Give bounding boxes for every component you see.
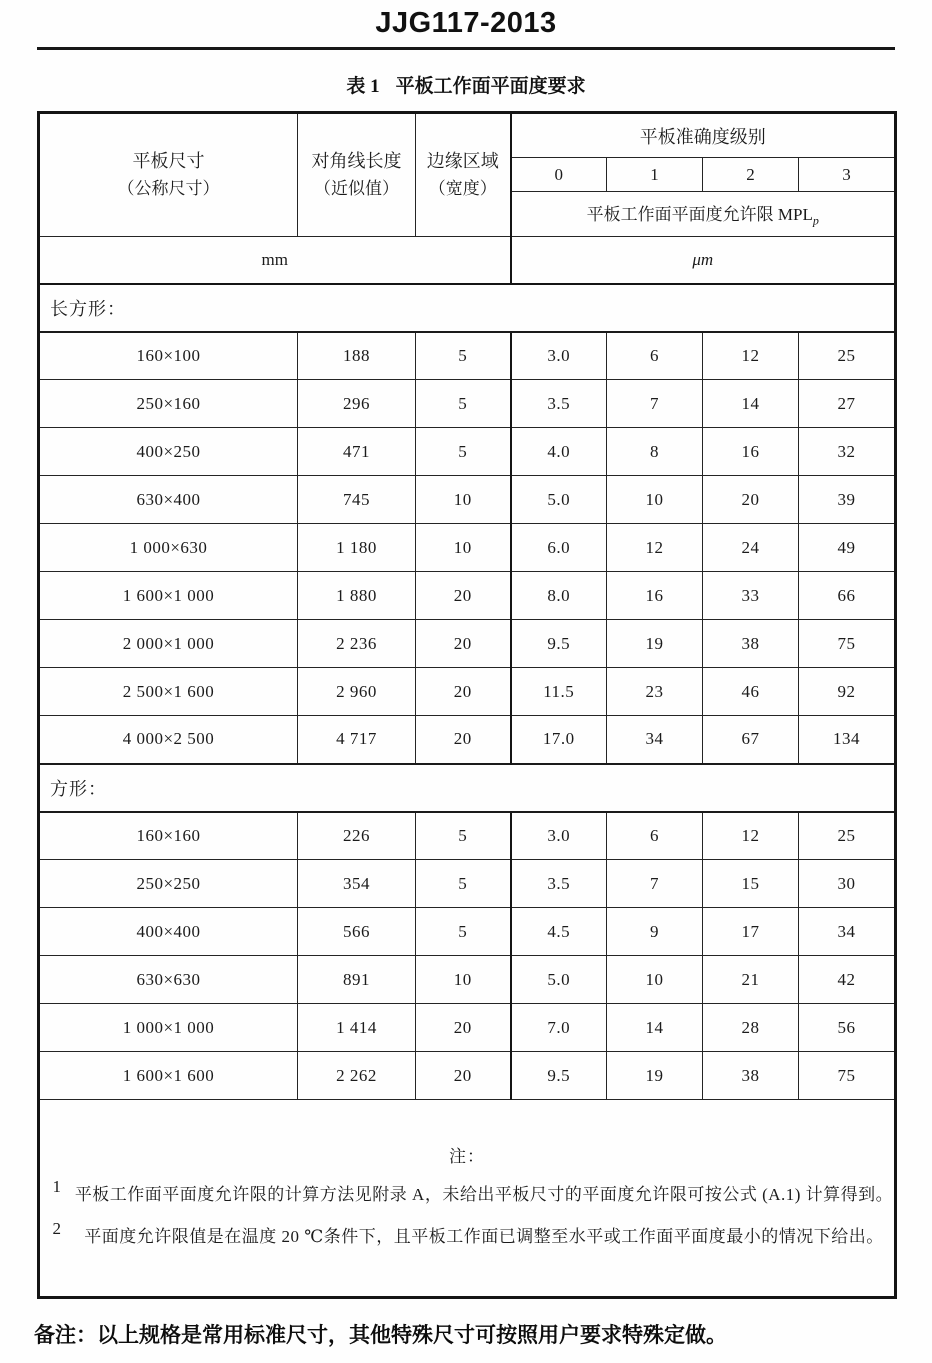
cell-plate-size: 1 600×1 600: [39, 1052, 298, 1100]
cell-mpl-grade-3: 39: [799, 476, 896, 524]
cell-mpl-grade-2: 67: [703, 716, 799, 764]
cell-mpl-grade-1: 7: [607, 380, 703, 428]
cell-mpl-grade-2: 46: [703, 668, 799, 716]
header-plate-size-line2: （公称尺寸）: [117, 178, 220, 198]
cell-mpl-grade-3: 27: [799, 380, 896, 428]
cell-diagonal: 891: [298, 956, 416, 1004]
flatness-spec-table: [37, 111, 897, 1299]
note-1-text: 平板工作面平面度允许限的计算方法见附录 A，未给出平板尺寸的平面度允许限可按公式 (A.1) 计算得到。: [74, 1184, 894, 1204]
table-caption: [0, 71, 932, 98]
cell-diagonal: 354: [298, 860, 416, 908]
cell-mpl-grade-2: 14: [703, 380, 799, 428]
cell-mpl-grade-3: 25: [799, 812, 896, 860]
cell-mpl-grade-3: 56: [799, 1004, 896, 1052]
cell-mpl-grade-0: 9.5: [511, 620, 607, 668]
cell-mpl-grade-2: 16: [703, 428, 799, 476]
cell-plate-size: 630×630: [39, 956, 298, 1004]
header-mpl-limit: [511, 192, 896, 237]
cell-mpl-grade-0: 9.5: [511, 1052, 607, 1100]
notes-row: [39, 1100, 896, 1298]
header-grade-0: 0: [511, 158, 607, 192]
cell-plate-size: 160×160: [39, 812, 298, 860]
cell-diagonal: 566: [298, 908, 416, 956]
doc-number-heading: JJG117-2013: [375, 7, 557, 39]
cell-mpl-grade-2: 15: [703, 860, 799, 908]
table-row: [39, 476, 896, 524]
header-edge-line2: （宽度）: [428, 178, 497, 198]
cell-edge-width: 10: [416, 956, 511, 1004]
cell-diagonal: 2 236: [298, 620, 416, 668]
cell-mpl-grade-3: 49: [799, 524, 896, 572]
cell-edge-width: 5: [416, 812, 511, 860]
cell-plate-size: 2 500×1 600: [39, 668, 298, 716]
cell-mpl-grade-2: 28: [703, 1004, 799, 1052]
cell-mpl-grade-1: 34: [607, 716, 703, 764]
cell-mpl-grade-0: 8.0: [511, 572, 607, 620]
cell-mpl-grade-2: 24: [703, 524, 799, 572]
cell-mpl-grade-3: 25: [799, 332, 896, 380]
table-container: [37, 111, 895, 1299]
table-row: [39, 524, 896, 572]
cell-mpl-grade-0: 7.0: [511, 1004, 607, 1052]
header-plate-size: [39, 113, 298, 237]
cell-plate-size: 400×400: [39, 908, 298, 956]
cell-mpl-grade-1: 6: [607, 812, 703, 860]
header-mpl-label: 平板工作面平面度允许限 MPL: [586, 204, 813, 224]
cell-plate-size: 4 000×2 500: [39, 716, 298, 764]
cell-mpl-grade-2: 38: [703, 620, 799, 668]
table-row: [39, 908, 896, 956]
cell-mpl-grade-0: 5.0: [511, 956, 607, 1004]
cell-plate-size: 250×160: [39, 380, 298, 428]
cell-mpl-grade-1: 6: [607, 332, 703, 380]
cell-diagonal: 226: [298, 812, 416, 860]
header-mpl-subscript: p: [812, 213, 819, 228]
cell-edge-width: 10: [416, 524, 511, 572]
cell-mpl-grade-1: 23: [607, 668, 703, 716]
cell-mpl-grade-1: 14: [607, 1004, 703, 1052]
unit-um: μm: [511, 237, 896, 284]
cell-diagonal: 2 262: [298, 1052, 416, 1100]
cell-diagonal: 2 960: [298, 668, 416, 716]
header-grade-2: 2: [703, 158, 799, 192]
cell-diagonal: 1 880: [298, 572, 416, 620]
cell-diagonal: 4 717: [298, 716, 416, 764]
cell-mpl-grade-1: 16: [607, 572, 703, 620]
cell-diagonal: 1 414: [298, 1004, 416, 1052]
table-row: [39, 1004, 896, 1052]
cell-mpl-grade-1: 7: [607, 860, 703, 908]
section-label: 长方形：: [39, 284, 896, 332]
cell-plate-size: 630×400: [39, 476, 298, 524]
cell-mpl-grade-3: 92: [799, 668, 896, 716]
note-item-1: [40, 1177, 894, 1213]
note-2-number: 2: [52, 1218, 62, 1238]
notes-title: 注：: [449, 1146, 485, 1166]
table-row: [39, 572, 896, 620]
header-edge-line1: 边缘区域: [426, 150, 499, 171]
cell-plate-size: 2 000×1 000: [39, 620, 298, 668]
cell-mpl-grade-2: 12: [703, 812, 799, 860]
table-row: [39, 956, 896, 1004]
table-row: [39, 716, 896, 764]
cell-mpl-grade-0: 3.5: [511, 860, 607, 908]
cell-mpl-grade-1: 10: [607, 956, 703, 1004]
cell-mpl-grade-3: 75: [799, 1052, 896, 1100]
cell-diagonal: 1 180: [298, 524, 416, 572]
table-row: [39, 860, 896, 908]
table-row: [39, 332, 896, 380]
cell-mpl-grade-0: 17.0: [511, 716, 607, 764]
cell-edge-width: 20: [416, 1052, 511, 1100]
cell-plate-size: 1 000×1 000: [39, 1004, 298, 1052]
header-edge-zone: [416, 113, 511, 237]
cell-mpl-grade-2: 21: [703, 956, 799, 1004]
cell-mpl-grade-0: 4.0: [511, 428, 607, 476]
note-1-number: 1: [52, 1176, 62, 1196]
header-diagonal-length: [298, 113, 416, 237]
header-plate-size-line1: 平板尺寸: [132, 150, 205, 171]
cell-mpl-grade-1: 19: [607, 1052, 703, 1100]
cell-mpl-grade-3: 66: [799, 572, 896, 620]
cell-mpl-grade-3: 134: [799, 716, 896, 764]
cell-diagonal: 188: [298, 332, 416, 380]
cell-mpl-grade-2: 12: [703, 332, 799, 380]
note-item-2: [40, 1219, 894, 1255]
header-accuracy-grade-group: 平板准确度级别: [511, 113, 896, 158]
table-body: [39, 284, 896, 1100]
cell-mpl-grade-2: 33: [703, 572, 799, 620]
cell-mpl-grade-0: 4.5: [511, 908, 607, 956]
cell-diagonal: 296: [298, 380, 416, 428]
cell-mpl-grade-2: 17: [703, 908, 799, 956]
table-caption-number: 表 1: [346, 76, 380, 97]
table-row: [39, 668, 896, 716]
cell-edge-width: 5: [416, 908, 511, 956]
cell-edge-width: 20: [416, 572, 511, 620]
table-row: [39, 620, 896, 668]
notes-cell: [39, 1100, 896, 1298]
table-row: [39, 428, 896, 476]
cell-diagonal: 745: [298, 476, 416, 524]
section-label: 方形：: [39, 764, 896, 812]
note-2-text: 平面度允许限值是在温度 20 ℃条件下，且平板工作面已调整至水平或工作面平面度最小的情况下给出。: [84, 1226, 884, 1246]
cell-mpl-grade-0: 3.0: [511, 332, 607, 380]
cell-mpl-grade-3: 34: [799, 908, 896, 956]
table-row: [39, 1052, 896, 1100]
cell-edge-width: 5: [416, 860, 511, 908]
cell-plate-size: 250×250: [39, 860, 298, 908]
table-row: [39, 380, 896, 428]
cell-mpl-grade-1: 9: [607, 908, 703, 956]
footer-remark: 备注：以上规格是常用标准尺寸，其他特殊尺寸可按照用户要求特殊定做。: [34, 1324, 727, 1347]
cell-mpl-grade-3: 75: [799, 620, 896, 668]
cell-mpl-grade-0: 3.5: [511, 380, 607, 428]
header-diagonal-line1: 对角线长度: [311, 150, 402, 171]
cell-mpl-grade-1: 8: [607, 428, 703, 476]
cell-mpl-grade-2: 38: [703, 1052, 799, 1100]
table-row: [39, 812, 896, 860]
cell-mpl-grade-0: 5.0: [511, 476, 607, 524]
cell-mpl-grade-1: 10: [607, 476, 703, 524]
section-row: [39, 764, 896, 812]
cell-edge-width: 20: [416, 668, 511, 716]
cell-edge-width: 20: [416, 620, 511, 668]
cell-diagonal: 471: [298, 428, 416, 476]
cell-edge-width: 5: [416, 428, 511, 476]
cell-mpl-grade-1: 12: [607, 524, 703, 572]
header-diagonal-line2: （近似值）: [314, 178, 399, 198]
cell-mpl-grade-3: 30: [799, 860, 896, 908]
table-caption-title: 平板工作面平面度要求: [395, 76, 586, 97]
cell-mpl-grade-2: 20: [703, 476, 799, 524]
cell-edge-width: 5: [416, 332, 511, 380]
cell-edge-width: 5: [416, 380, 511, 428]
unit-mm: mm: [39, 237, 511, 284]
header-grade-3: 3: [799, 158, 896, 192]
cell-mpl-grade-3: 42: [799, 956, 896, 1004]
cell-plate-size: 160×100: [39, 332, 298, 380]
cell-edge-width: 10: [416, 476, 511, 524]
cell-mpl-grade-0: 11.5: [511, 668, 607, 716]
cell-mpl-grade-3: 32: [799, 428, 896, 476]
cell-plate-size: 1 000×630: [39, 524, 298, 572]
header-grade-1: 1: [607, 158, 703, 192]
cell-edge-width: 20: [416, 716, 511, 764]
cell-mpl-grade-0: 3.0: [511, 812, 607, 860]
cell-mpl-grade-0: 6.0: [511, 524, 607, 572]
header-rule: [37, 47, 895, 50]
cell-plate-size: 400×250: [39, 428, 298, 476]
cell-edge-width: 20: [416, 1004, 511, 1052]
section-row: [39, 284, 896, 332]
cell-mpl-grade-1: 19: [607, 620, 703, 668]
cell-plate-size: 1 600×1 000: [39, 572, 298, 620]
